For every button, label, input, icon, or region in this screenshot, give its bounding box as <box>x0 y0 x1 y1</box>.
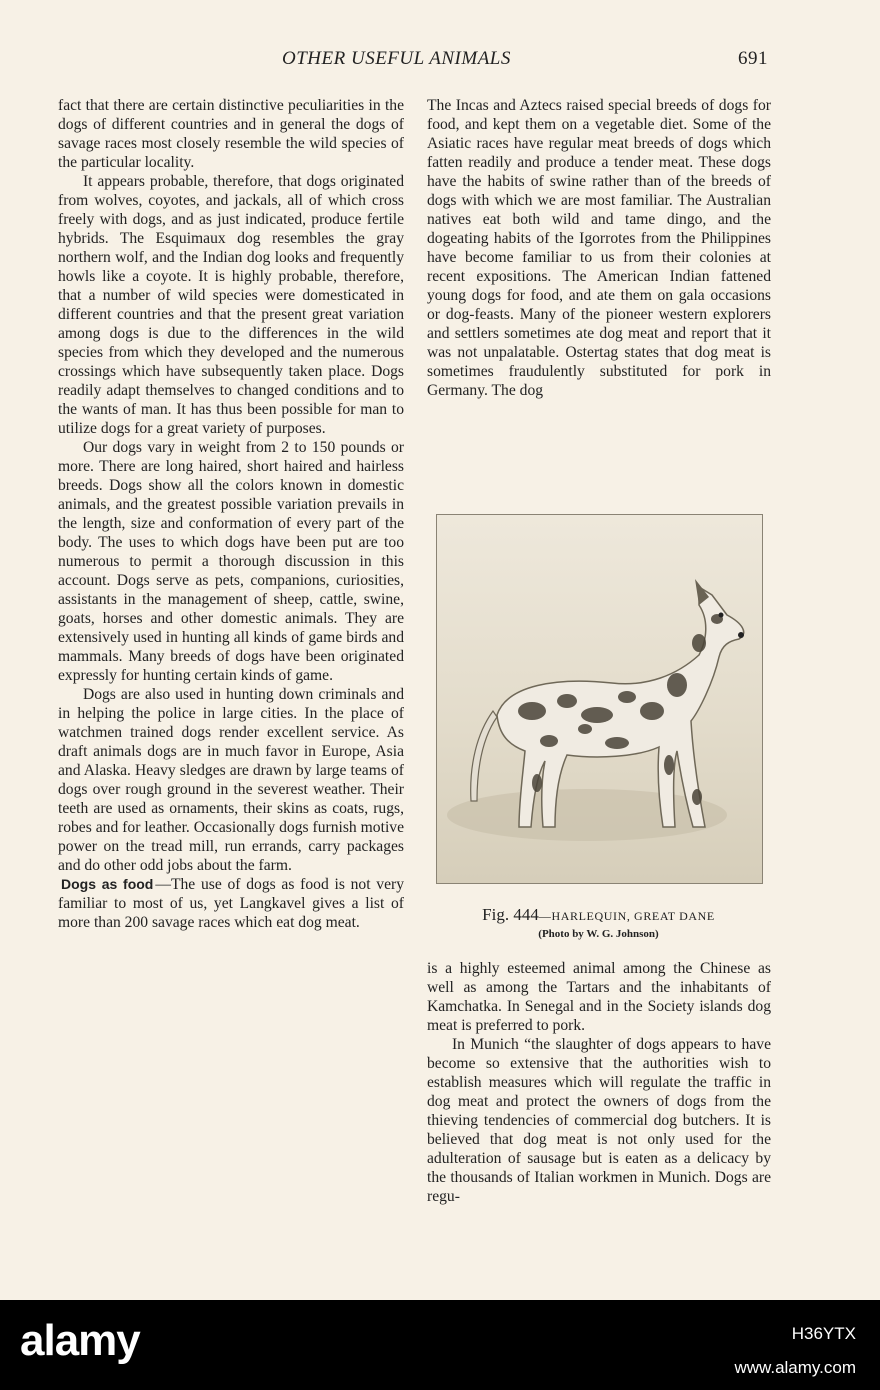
paragraph: The Incas and Aztecs raised special breeds of dogs for food, and kept them on a vegetable diet. Some of the Asiatic races have regular meat breeds of dogs which fatten readily and produce a tender meat. These dogs have the habits of swine rather than of the breeds of dogs with which we are most familiar. The Australian natives eat both wild and tame dingo, and the dogeating habits of the Igorrotes from the Philippines have become familiar to us from their colonies at recent expositions. The American Indian fattened young dogs for food, and ate them on gala occasions or dog-feasts. Many of the pioneer western explorers and settlers sometimes ate dog meat and report that it was not unpalatable. Ostertag states that dog meat is sometimes fraudulently substituted for pork in Germany. The dog <box>427 97 771 399</box>
site-url: www.alamy.com <box>734 1358 856 1377</box>
right-column-top <box>427 96 771 400</box>
paragraph: Dogs are also used in hunting down criminals and in helping the police in large cities. In the place of watchmen trained dogs render excellent service. As draft animals dogs are in much favor in Europe, Asia and Alaska. Heavy sledges are drawn by large teams of dogs over rough ground in the severest weather. Their teeth are used as ornaments, their skins as coats, rugs, robes and for leather. Occasionally dogs furnish motive power on the tread mill, run errands, carry packages and do other odd jobs about the farm. <box>58 686 404 874</box>
figure-label: Fig. 444 <box>482 905 539 924</box>
side-heading: Dogs as food <box>61 876 154 892</box>
figure-title: —HARLEQUIN, GREAT DANE <box>538 909 715 923</box>
left-column <box>58 96 404 932</box>
paragraph: Our dogs vary in weight from 2 to 150 pounds or more. There are long haired, short haired and hairless breeds. Dogs show all the colors known in domestic animals, and the greatest possible variation prevails in the length, size and conformation of every part of the body. The uses to which dogs have been put are too numerous to permit a thorough discussion in this account. Dogs serve as pets, companions, curiosities, assistants in the management of sheep, cattle, swine, goats, horses and other domestic animals. They are extensively used in hunting all kinds of game birds and mammals. Many breeds of dogs have been originated expressly for hunting certain kinds of game. <box>58 439 404 684</box>
paragraph: It appears probable, therefore, that dogs originated from wolves, coyotes, and jackals, all of which cross freely with dogs, and as just indicated, produce fertile hybrids. The Esquimaux dog resembles the gray northern wolf, and the Indian dog looks and frequently howls like a coyote. It is highly probable, therefore, that a number of wild species were domesticated in different countries and that the present great variation among dogs is due to the differences in the wild species from which they developed and the numerous crossings which have subsequently taken place. Dogs readily adapt themselves to changed conditions and to the wants of man. It has thus been possible for man to utilize dogs for a great variety of purposes. <box>58 173 404 437</box>
photo-credit: (Photo by W. G. Johnson) <box>538 928 659 940</box>
paragraph: fact that there are certain distinctive peculiarities in the dogs of different countries and in general the dogs of savage races most closely resemble the wild species of the particular locality. <box>58 97 404 171</box>
paragraph-text: —The use of dogs as food is not very familiar to most of us, yet Langkavel gives a list of more than 200 savage races which eat dog meat. <box>58 876 405 931</box>
page-number: 691 <box>738 48 768 69</box>
paragraph: In Munich “the slaughter of dogs appears to have become so extensive that the authorities wish to establish measures which will regulate the traffic in dog meat and protect the owners of dogs from the thieving tendencies of commercial dog butchers. It is believed that dog meat is not only used for the adulteration of sausage but is eaten as a delicacy by the thousands of Italian workmen in Munich. Dogs are regu- <box>427 1036 771 1205</box>
figure-caption <box>436 905 761 926</box>
page-title: OTHER USEFUL ANIMALS <box>282 48 511 69</box>
paragraph-dogs-as-food <box>58 875 404 932</box>
figure-photo <box>436 514 763 884</box>
watermark-logo: alamy <box>20 1316 140 1365</box>
running-head <box>0 46 880 72</box>
great-dane-photo <box>437 515 762 883</box>
image-id: H36YTX <box>791 1324 856 1343</box>
paragraph: is a highly esteemed animal among the Chinese as well as among the Tartars and the inhabitants of Kamchatka. In Senegal and in the Society islands dog meat is preferred to pork. <box>427 960 771 1034</box>
right-column-bottom <box>427 959 771 1206</box>
watermark-bar <box>0 1300 880 1390</box>
